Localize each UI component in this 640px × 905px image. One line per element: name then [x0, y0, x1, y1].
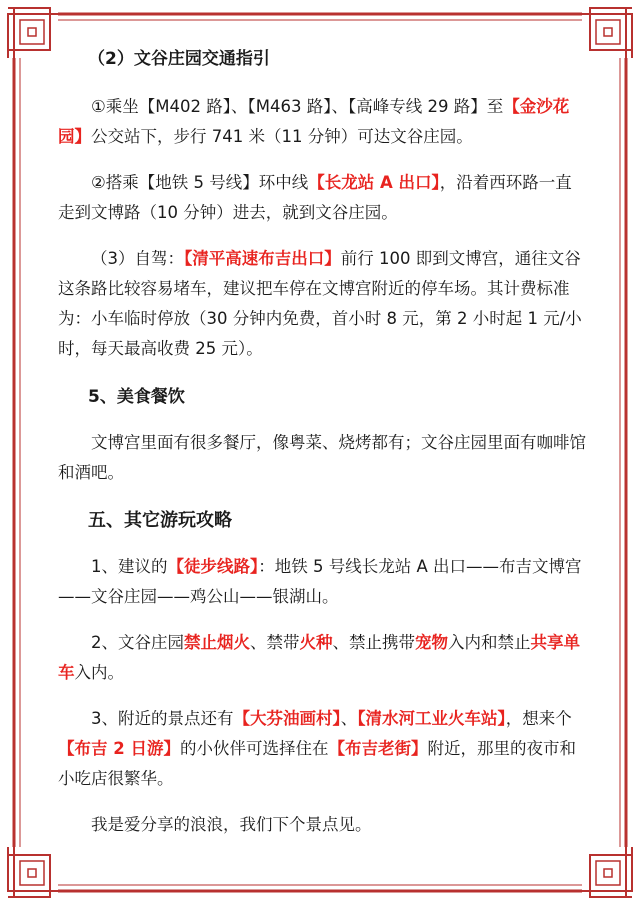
highlight-dafen-village: 【大芬油画村】: [233, 709, 341, 728]
paragraph-rules: [58, 628, 586, 688]
paragraph-rules-text-e: 入内。: [74, 663, 124, 682]
highlight-no-fire: 禁止烟火: [184, 633, 250, 652]
paragraph-driving-text-a: （3）自驾：: [91, 249, 184, 268]
paragraph-closing-text: 我是爱分享的浪浪，我们下个景点见。: [91, 815, 372, 834]
paragraph-metro-text-a: ②搭乘【地铁 5 号线】环中线: [91, 173, 309, 192]
paragraph-driving: [58, 244, 586, 364]
paragraph-rules-text-a: 2、文谷庄园: [91, 633, 184, 652]
highlight-hiking-route: 【徒步线路】: [167, 557, 259, 576]
paragraph-bus-text-b: 公交站下，步行 741 米（11 分钟）可达文谷庄园。: [91, 127, 473, 146]
highlight-jinsha-huayuan: 【金沙花园】: [58, 97, 570, 146]
paragraph-nearby-text-c: ，想来个: [505, 709, 572, 728]
paragraph-rules-text-c: 、禁止携带: [332, 633, 415, 652]
highlight-changlong-station: 【长龙站 A 出口】: [308, 173, 440, 192]
paragraph-bus: [58, 92, 586, 152]
highlight-qingshuihe-station: 【清水河工业火车站】: [357, 709, 506, 728]
paragraph-hiking-text-a: 1、建议的: [91, 557, 168, 576]
highlight-highway-exit: 【清平高速布吉出口】: [184, 249, 341, 268]
paragraph-nearby-text-b: 、: [340, 709, 358, 728]
paragraph-nearby-text-d: 的小伙伴可选择住在: [179, 739, 329, 758]
section-heading-traffic-text: （2）文谷庄园交通指引: [88, 49, 270, 69]
paragraph-nearby-text-a: 3、附近的景点还有: [91, 709, 234, 728]
paragraph-hiking-text-b: ：地铁 5 号线长龙站 A 出口——布吉文博宫——文谷庄园——鸡公山——银湖山。: [58, 557, 582, 606]
paragraph-food: [58, 428, 586, 488]
paragraph-bus-text-a: ①乘坐【M402 路】、【M463 路】、【高峰专线 29 路】至: [91, 97, 504, 116]
paragraph-closing: [58, 810, 586, 840]
paragraph-rules-text-b: 、禁带: [250, 633, 300, 652]
document-body: [58, 44, 586, 840]
highlight-pets: 宠物: [415, 633, 448, 652]
highlight-buji-old-street: 【布吉老街】: [328, 739, 428, 758]
paragraph-nearby: [58, 704, 586, 794]
highlight-shared-bikes: 共享单车: [58, 633, 580, 682]
section-heading-food: [88, 382, 586, 412]
highlight-buji-2day-tour: 【布吉 2 日游】: [58, 739, 180, 758]
paragraph-nearby-text-e: 附近，那里的夜市和小吃店很繁华。: [58, 739, 576, 788]
section-heading-other: [88, 506, 586, 536]
paragraph-metro-text-b: ，沿着西环路一直走到文博路（10 分钟）进去，就到文谷庄园。: [58, 173, 572, 222]
highlight-fire-source: 火种: [299, 633, 333, 652]
paragraph-rules-text-d: 入内和禁止: [448, 633, 531, 652]
section-heading-other-text: 五、其它游玩攻略: [88, 510, 232, 531]
paragraph-metro: [58, 168, 586, 228]
section-heading-traffic: [88, 44, 586, 74]
paragraph-food-text: 文博宫里面有很多餐厅，像粤菜、烧烤都有；文谷庄园里面有咖啡馆和酒吧。: [58, 433, 586, 482]
paragraph-driving-text-b: 前行 100 即到文博宫，通往文谷这条路比较容易堵车，建议把车停在文博宫附近的停车场。其计费标准为：小车临时停放（30 分钟内免费，首小时 8 元，第 2 小时起 1 元/小时，每天最高收费 25 元）。: [58, 249, 582, 358]
section-heading-food-text: 5、美食餐饮: [88, 387, 185, 407]
paragraph-hiking: [58, 552, 586, 612]
